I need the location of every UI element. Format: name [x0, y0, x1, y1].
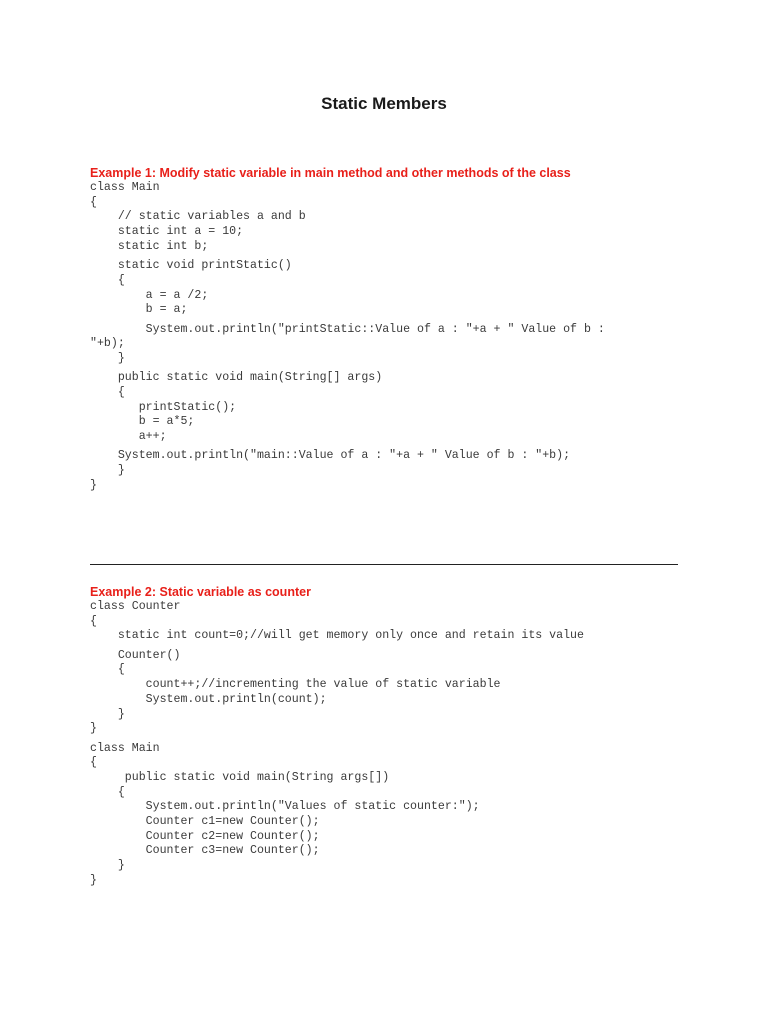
code-line: class Main: [90, 181, 160, 194]
code-line: {: [90, 273, 125, 287]
code-line: {: [90, 785, 125, 799]
code-line: Counter c2=new Counter();: [90, 829, 320, 843]
page-title: Static Members: [321, 94, 447, 113]
code-line: a++;: [90, 430, 167, 444]
code-line: b = a;: [90, 303, 188, 317]
code-line: static int count=0;//will get memory only once and retain its value: [90, 629, 584, 643]
code-line: static void printStatic(): [90, 259, 292, 273]
code-line: }: [90, 351, 125, 365]
code-line: printStatic();: [90, 400, 237, 414]
code-line: }: [90, 464, 125, 478]
section-divider: [90, 564, 678, 565]
code-line: class Main: [90, 741, 160, 755]
code-line: System.out.println("printStatic::Value of a : "+a + " Value of b :: [90, 322, 605, 336]
code-line: count++;//incrementing the value of static variable: [90, 678, 501, 692]
code-line: {: [90, 756, 97, 770]
example-2-heading: Example 2: Static variable as counter: [90, 585, 311, 599]
code-line: public static void main(String[] args): [90, 371, 383, 385]
code-line: System.out.println(count);: [90, 692, 327, 706]
code-line: Counter c1=new Counter();: [90, 815, 320, 828]
code-line: class Counter: [90, 600, 181, 613]
code-line: {: [90, 386, 125, 399]
code-line: }: [90, 859, 125, 873]
code-line: static int a = 10;: [90, 225, 244, 239]
code-line: {: [90, 195, 97, 209]
example-2-code-block: [90, 600, 584, 888]
code-line: }: [90, 478, 97, 492]
code-line: }: [90, 873, 97, 887]
code-line: System.out.println("main::Value of a : "+a + " Value of b : "+b);: [90, 449, 571, 463]
code-line: Counter c3=new Counter();: [90, 844, 320, 858]
code-line: Counter(): [90, 648, 181, 662]
code-line: "+b);: [90, 337, 125, 351]
code-line: // static variables a and b: [90, 210, 306, 224]
code-line: public static void main(String args[]): [90, 770, 390, 784]
example-1-code-block: [90, 181, 605, 494]
code-line: }: [90, 707, 125, 721]
code-line: b = a*5;: [90, 415, 195, 429]
code-line: static int b;: [90, 239, 209, 253]
code-line: {: [90, 614, 97, 628]
code-line: a = a /2;: [90, 288, 209, 302]
example-1-heading: Example 1: Modify static variable in main method and other methods of the class: [90, 166, 571, 180]
code-line: System.out.println("Values of static counter:");: [90, 800, 480, 814]
code-line: }: [90, 722, 97, 736]
code-line: {: [90, 663, 125, 677]
